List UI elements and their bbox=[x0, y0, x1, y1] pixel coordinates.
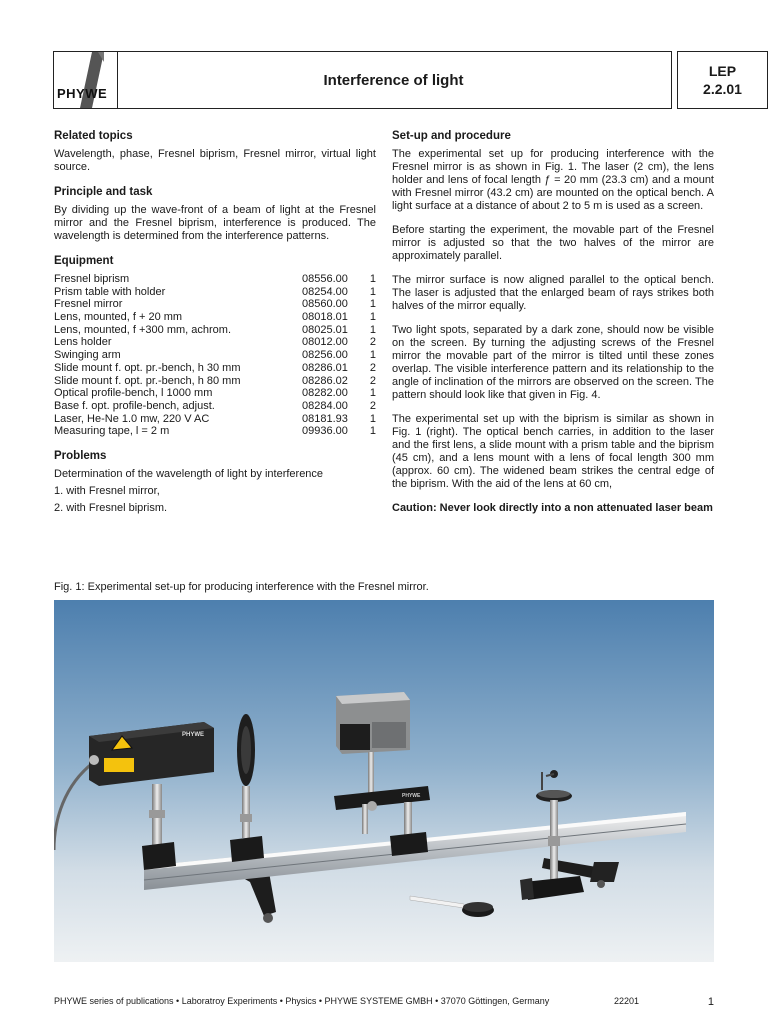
equipment-row bbox=[54, 336, 376, 349]
logo-text: PHYWE bbox=[57, 86, 108, 101]
figure-caption: Fig. 1: Experimental set-up for producing interference with the Fresnel mirror. bbox=[54, 581, 429, 593]
equipment-name: Fresnel mirror bbox=[54, 298, 123, 311]
equipment-code: 08284.00 bbox=[302, 399, 348, 412]
equipment-code: 08556.00 bbox=[302, 273, 348, 285]
equipment-name: Fresnel biprism bbox=[54, 273, 130, 285]
principle-heading: Principle and task bbox=[54, 186, 153, 198]
equipment-row bbox=[54, 375, 376, 388]
equipment-code: 08282.00 bbox=[302, 387, 348, 400]
equipment-code: 08018.01 bbox=[302, 311, 348, 324]
equipment-code: 08181.93 bbox=[302, 412, 348, 425]
related-topics-text: Wavelength, phase, Fresnel biprism, Fresnel mirror, virtual light source. bbox=[54, 148, 376, 173]
equipment-name: Base f. opt. profile-bench, adjust. bbox=[54, 399, 215, 412]
setup-photo bbox=[54, 600, 714, 962]
equipment-name: Laser, He-Ne 1.0 mw, 220 V AC bbox=[54, 412, 210, 425]
setup-paragraph: The mirror surface is now aligned parallel to the optical bench. The laser is adjusted that the enlarged beam of rays strikes both halves of the mirror equally. bbox=[392, 274, 714, 312]
equipment-row bbox=[54, 273, 376, 286]
related-topics-section bbox=[54, 130, 376, 174]
document-title: Interference of light bbox=[116, 51, 672, 109]
equipment-qty: 1 bbox=[369, 323, 376, 336]
right-column bbox=[392, 130, 714, 515]
left-column bbox=[54, 130, 376, 527]
problem-item: 1. with Fresnel mirror, bbox=[54, 484, 160, 497]
principle-section bbox=[54, 186, 376, 243]
setup-paragraph: The experimental set up for producing interference with the Fresnel mirror is as shown in Fig. 1. The laser (2 cm), the lens holder and lens of focal length ƒ = 20 mm (23.3 cm) and a mount with Fresnel mirror (43.2 cm) are mounted on the optical bench. A light surface at a distance of about 2 to 5 m is used as a screen. bbox=[392, 148, 714, 212]
equipment-name: Slide mount f. opt. pr.-bench, h 30 mm bbox=[54, 361, 241, 374]
equipment-code: 08012.00 bbox=[302, 336, 348, 349]
equipment-section bbox=[54, 255, 376, 438]
equipment-qty: 1 bbox=[369, 387, 376, 400]
equipment-code: 08025.01 bbox=[302, 323, 348, 336]
equipment-name: Swinging arm bbox=[54, 349, 121, 362]
equipment-code: 08256.00 bbox=[302, 349, 348, 362]
equipment-code: 08286.01 bbox=[302, 361, 348, 374]
problems-heading: Problems bbox=[54, 449, 107, 462]
page-header bbox=[53, 51, 742, 109]
problems-text: Determination of the wavelength of light by interference bbox=[54, 467, 324, 480]
equipment-row bbox=[54, 425, 376, 438]
equipment-row bbox=[54, 324, 376, 337]
mount-brand-label: PHYWE bbox=[402, 793, 421, 799]
equipment-code: 08254.00 bbox=[302, 285, 348, 298]
problems-section bbox=[54, 450, 376, 515]
setup-paragraph: Two light spots, separated by a dark zone, should now be visible on the screen. By turning the adjusting screws of the Fresnel mirror the movable part of the mirror is tilted until these zones overlap. The visible interference pattern and its relationship to the angle of inclination of the mirrors are observed on the screen. The pattern should look like that given in Fig. 4. bbox=[392, 324, 714, 401]
equipment-code: 08560.00 bbox=[302, 298, 348, 311]
equipment-row bbox=[54, 298, 376, 311]
equipment-code: 08286.02 bbox=[302, 374, 348, 387]
laser-brand-label: PHYWE bbox=[182, 732, 205, 738]
equipment-name: Optical profile-bench, l 1000 mm bbox=[54, 387, 213, 400]
equipment-qty: 2 bbox=[369, 336, 376, 349]
equipment-row bbox=[54, 413, 376, 426]
equipment-qty: 2 bbox=[369, 374, 376, 387]
related-topics-heading: Related topics bbox=[54, 130, 133, 142]
principle-text: By dividing up the wave-front of a beam of light at the Fresnel mirror and the Fresnel biprism, interference is produced. The wavelength is determined from the interference patterns. bbox=[54, 204, 376, 242]
phywe-logo bbox=[53, 51, 118, 109]
equipment-row bbox=[54, 349, 376, 362]
setup-paragraph: Before starting the experiment, the movable part of the Fresnel mirror is adjusted so that the two halves of the mirror are approximately parallel. bbox=[392, 224, 714, 262]
equipment-qty: 1 bbox=[369, 349, 376, 362]
footer-code: 22201 bbox=[614, 996, 640, 1006]
footer-publisher: PHYWE series of publications • Laboratroy Experiments • Physics • PHYWE SYSTEME GMBH • 37070 Göttingen, Germany bbox=[54, 996, 550, 1006]
equipment-name: Lens, mounted, f + 20 mm bbox=[54, 311, 183, 324]
equipment-row bbox=[54, 387, 376, 400]
equipment-name: Slide mount f. opt. pr.-bench, h 80 mm bbox=[54, 374, 241, 387]
equipment-code: 09936.00 bbox=[302, 425, 348, 438]
page-number: 1 bbox=[707, 996, 714, 1008]
equipment-name: Lens holder bbox=[54, 336, 112, 349]
equipment-qty: 1 bbox=[369, 425, 376, 438]
equipment-name: Measuring tape, l = 2 m bbox=[54, 425, 170, 438]
equipment-name: Lens, mounted, f +300 mm, achrom. bbox=[54, 323, 232, 336]
optical-bench-illustration bbox=[54, 600, 714, 962]
lep-number: 2.2.01 bbox=[703, 81, 742, 97]
equipment-qty: 1 bbox=[369, 285, 376, 298]
equipment-list bbox=[54, 273, 376, 438]
page-footer bbox=[54, 996, 714, 1008]
setup-heading: Set-up and procedure bbox=[392, 130, 511, 142]
equipment-qty: 2 bbox=[369, 399, 376, 412]
lep-label: LEP bbox=[708, 63, 737, 79]
equipment-name: Prism table with holder bbox=[54, 285, 166, 298]
problem-item: 2. with Fresnel biprism. bbox=[54, 501, 168, 514]
equipment-row bbox=[54, 311, 376, 324]
lep-badge bbox=[677, 51, 768, 109]
equipment-qty: 1 bbox=[369, 412, 376, 425]
equipment-heading: Equipment bbox=[54, 255, 114, 267]
setup-paragraph: The experimental set up with the biprism is similar as shown in Fig. 1 (right). The optical bench carries, in addition to the laser and the first lens, a slide mount with a prism table and the biprism (45 cm), and a lens mount with a lens of focal length 300 mm (approx. 60 cm). The widened beam strikes the central edge of the biprism. With the aid of the lens at 60 cm, bbox=[392, 413, 714, 490]
equipment-row bbox=[54, 362, 376, 375]
caution-warning: Caution: Never look directly into a non attenuated laser beam bbox=[392, 502, 713, 514]
equipment-row bbox=[54, 286, 376, 299]
equipment-qty: 1 bbox=[369, 311, 376, 324]
equipment-qty: 1 bbox=[369, 273, 376, 285]
equipment-row bbox=[54, 400, 376, 413]
equipment-qty: 2 bbox=[369, 361, 376, 374]
equipment-qty: 1 bbox=[369, 298, 376, 311]
